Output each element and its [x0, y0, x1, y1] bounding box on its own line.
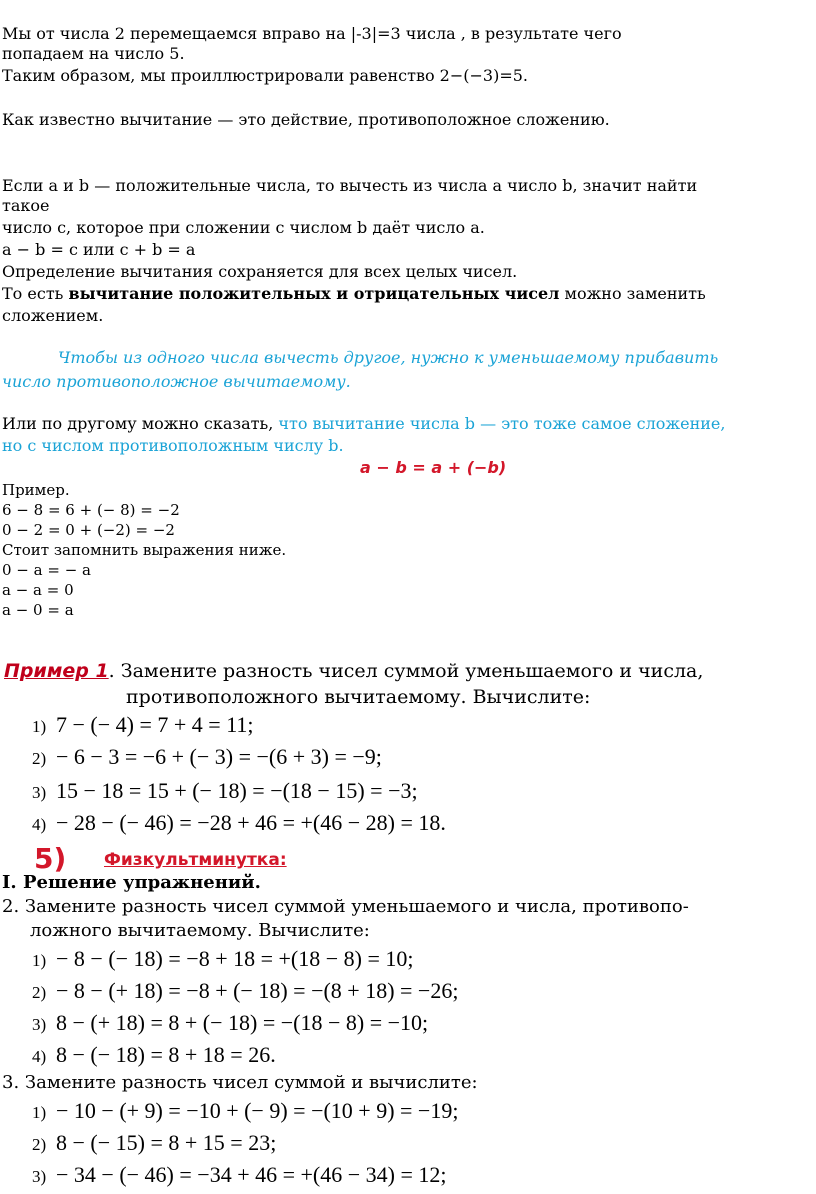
exercise-3-item-2	[32, 1130, 276, 1156]
exercise-3-item-1	[32, 1098, 458, 1124]
example-1-item-2	[32, 744, 382, 770]
item-number: 1)	[32, 951, 47, 970]
remember-line: Стоит запомнить выражения ниже.	[2, 541, 287, 559]
example-1-item-4	[32, 810, 446, 836]
rule-expr-1: 0 − a = − a	[2, 561, 91, 579]
example-1-item-1	[32, 712, 253, 738]
intro-line-9: Определение вычитания сохраняется для всех целых чисел.	[2, 262, 518, 281]
exercise-2-item-2	[32, 978, 458, 1004]
item-expression: 15 − 18 = 15 + (− 18) = −(18 − 15) = −3;	[56, 778, 418, 803]
item-number: 4)	[32, 815, 47, 834]
item-expression: − 28 − (− 46) = −28 + 46 = +(46 − 28) = 18.	[56, 810, 446, 835]
example-1-heading	[4, 660, 703, 682]
item-number: 1)	[32, 717, 47, 736]
exercise-2-text-2: ложного вычитаемому. Вычислите:	[30, 920, 370, 941]
intro-line-10-end: можно заменить	[559, 284, 706, 303]
item-expression: 8 − (− 15) = 8 + 15 = 23;	[56, 1130, 277, 1155]
subtraction-formula: a − b = a + (−b)	[360, 458, 507, 477]
item-number: 3)	[32, 783, 47, 802]
exercise-3-text: 3. Замените разность чисел суммой и вычислите:	[2, 1072, 478, 1093]
item-number: 2)	[32, 983, 47, 1002]
exercise-3-item-3	[32, 1162, 447, 1188]
example-1-text-1: . Замените разность чисел суммой уменьшаемого и числа,	[108, 660, 704, 682]
intro-line-8: a − b = c или c + b = a	[2, 240, 196, 259]
example-1-text-2: противоположного вычитаемому. Вычислите:	[126, 686, 591, 708]
item-number: 2)	[32, 749, 47, 768]
intro-line-12	[2, 414, 725, 434]
intro-line-1: Мы от числа 2 перемещаемся вправо на |-3|=3 числа , в результате чего	[2, 24, 622, 43]
item-number: 3)	[32, 1015, 47, 1034]
item-expression: 7 − (− 4) = 7 + 4 = 11;	[56, 712, 254, 737]
intro-line-12-blue: что вычитание числа b — это тоже самое сложение,	[278, 414, 726, 433]
intro-line-5: Если a и b — положительные числа, то вычесть из числа a число b, значит найти	[2, 176, 698, 195]
intro-line-12-start: Или по другому можно сказать,	[2, 414, 279, 433]
section-5-number: 5)	[34, 842, 67, 875]
intro-line-13: но с числом противоположным числу b.	[2, 436, 344, 455]
item-expression: − 34 − (− 46) = −34 + 46 = +(46 − 34) = 12;	[56, 1162, 447, 1187]
example-label: Пример.	[2, 481, 70, 499]
rule-expr-2: a − a = 0	[2, 581, 74, 599]
exercise-2-item-4	[32, 1042, 276, 1068]
example-line-1: 6 − 8 = 6 + (− 8) = −2	[2, 501, 180, 519]
intro-line-7: число c, которое при сложении с числом b даёт число a.	[2, 218, 485, 237]
item-expression: − 8 − (+ 18) = −8 + (− 18) = −(8 + 18) = −26;	[56, 978, 459, 1003]
intro-line-3: Таким образом, мы проиллюстрировали равенство 2−(−3)=5.	[2, 66, 528, 85]
intro-line-10-bold: вычитание положительных и отрицательных чисел	[68, 284, 560, 303]
intro-line-6: такое	[2, 196, 50, 215]
item-expression: − 10 − (+ 9) = −10 + (− 9) = −(10 + 9) = −19;	[56, 1098, 459, 1123]
item-number: 1)	[32, 1103, 47, 1122]
item-expression: 8 − (+ 18) = 8 + (− 18) = −(18 − 8) = −10;	[56, 1010, 429, 1035]
item-expression: 8 − (− 18) = 8 + 18 = 26.	[56, 1042, 276, 1067]
exercise-2-item-1	[32, 946, 414, 972]
item-expression: − 8 − (− 18) = −8 + 18 = +(18 − 8) = 10;	[56, 946, 414, 971]
section-5-title: Физкультминутка:	[104, 850, 287, 870]
rule-expr-3: a − 0 = a	[2, 601, 74, 619]
exercise-2-item-3	[32, 1010, 428, 1036]
rule-line-2: число противоположное вычитаемому.	[2, 372, 351, 391]
item-expression: − 6 − 3 = −6 + (− 3) = −(6 + 3) = −9;	[56, 744, 382, 769]
example-1-item-3	[32, 778, 418, 804]
rule-line-1: Чтобы из одного числа вычесть другое, нужно к уменьшаемому прибавить	[58, 348, 719, 367]
intro-line-11: сложением.	[2, 306, 104, 325]
exercise-2-text-1: 2. Замените разность чисел суммой уменьшаемого и числа, противопо-	[2, 896, 689, 917]
item-number: 4)	[32, 1047, 47, 1066]
intro-line-2: попадаем на число 5.	[2, 44, 185, 63]
item-number: 3)	[32, 1167, 47, 1186]
item-number: 2)	[32, 1135, 47, 1154]
exercises-heading: I. Решение упражнений.	[2, 872, 261, 893]
intro-line-10	[2, 284, 706, 304]
intro-line-10-start: То есть	[2, 284, 69, 303]
intro-line-4: Как известно вычитание — это действие, противоположное сложению.	[2, 110, 610, 129]
example-line-2: 0 − 2 = 0 + (−2) = −2	[2, 521, 175, 539]
example-1-title: Пример 1	[4, 660, 109, 682]
